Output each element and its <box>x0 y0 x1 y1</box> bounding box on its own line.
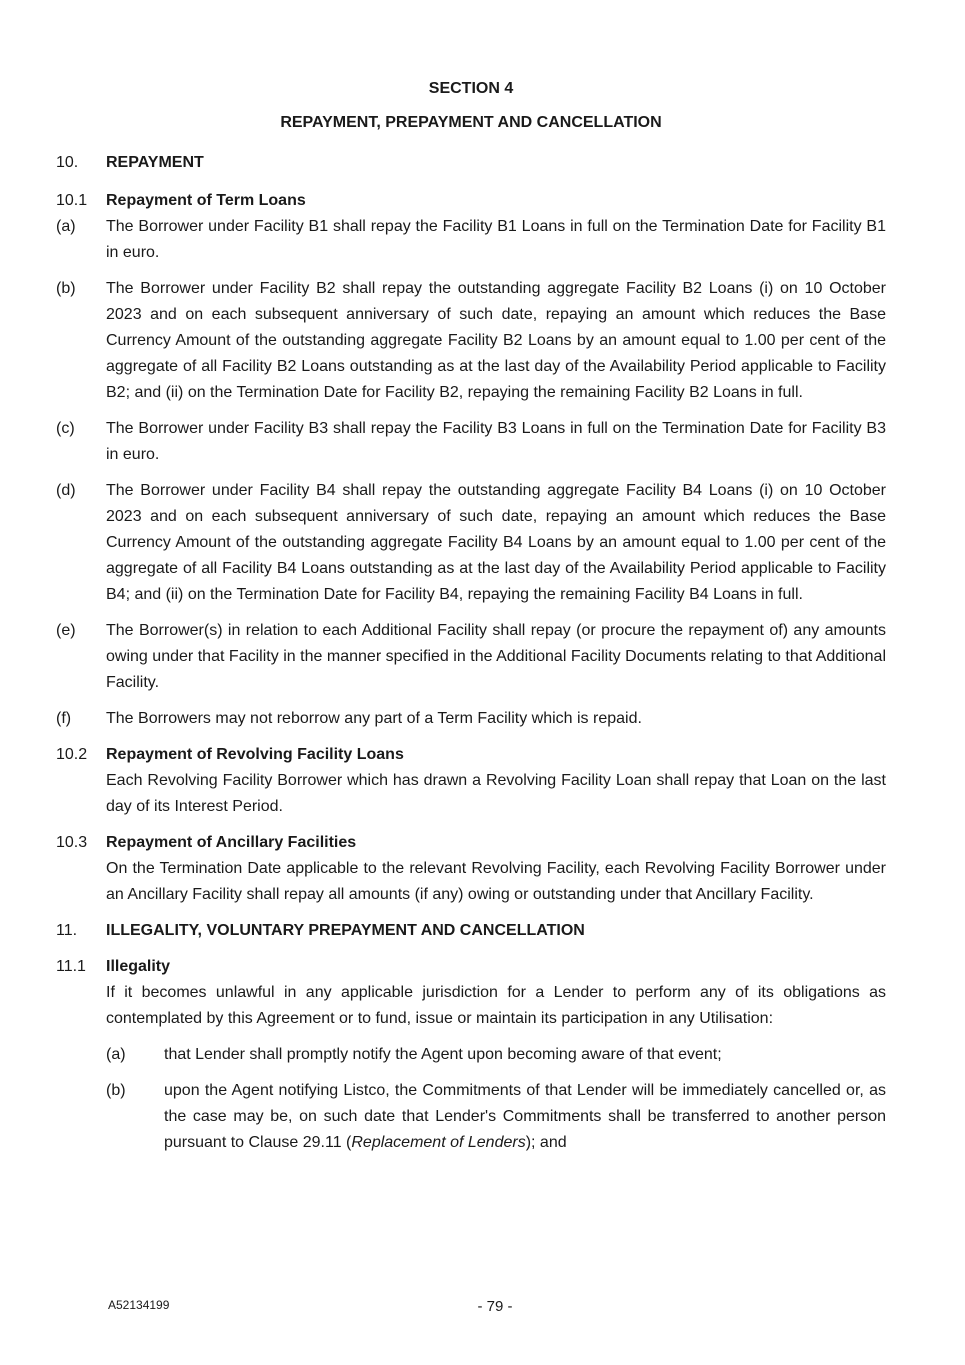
list-item <box>56 416 886 468</box>
item-text <box>164 1078 886 1156</box>
clause-title: Repayment of Revolving Facility Loans <box>106 746 404 763</box>
list-item <box>56 706 886 732</box>
section-title: REPAYMENT, PREPAYMENT AND CANCELLATION <box>280 114 662 131</box>
item-text-start: upon the Agent notifying Listco, the Commitments of that Lender will be immediately cancelled or, as the case may be, on such date that Lender's Commitments shall be transferred to another person pursuant to Clause 29.11 ( <box>164 1082 886 1151</box>
item-label: (b) <box>106 1082 126 1099</box>
clause-text: If it becomes unlawful in any applicable jurisdiction for a Lender to perform any of its obligations as contemplated by this Agreement or to fund, issue or maintain its participation in any Utilisation: <box>106 984 886 1027</box>
clause-10-2-heading <box>56 742 886 768</box>
list-item <box>56 276 886 406</box>
list-item <box>56 618 886 696</box>
item-label: (a) <box>106 1046 126 1063</box>
clause-title: Illegality <box>106 958 171 975</box>
item-text: The Borrowers may not reborrow any part of a Term Facility which is repaid. <box>106 710 642 727</box>
item-label: (f) <box>56 710 72 727</box>
item-label: (d) <box>56 482 76 499</box>
clause-title: REPAYMENT <box>106 154 204 171</box>
item-label: (a) <box>56 218 76 235</box>
list-item <box>106 1042 886 1068</box>
item-text: that Lender shall promptly notify the Agent upon becoming aware of that event; <box>164 1046 722 1063</box>
item-text: The Borrower under Facility B4 shall repay the outstanding aggregate Facility B4 Loans (i) on 10 October 2023 and on each subsequent anniversary of such date, repaying an amount which reduces the Base Currency Amount of the outstanding aggregate Facility B4 Loans by an amount equal to 1.00 per cent of the aggregate of all Facility B4 Loans outstanding as at the last day of the Availability Period applicable to Facility B4; and (ii) on the Termination Date for Facility B4, repaying the remaining Facility B4 Loans in full. <box>106 482 886 603</box>
item-text-end: ); and <box>525 1134 567 1151</box>
clause-10-heading <box>56 150 886 176</box>
clause-title: Repayment of Term Loans <box>106 192 306 209</box>
item-text: The Borrower under Facility B2 shall repay the outstanding aggregate Facility B2 Loans (i) on 10 October 2023 and on each subsequent anniversary of such date, repaying an amount which reduces the Base Currency Amount of the outstanding aggregate Facility B2 Loans by an amount equal to 1.00 per cent of the aggregate of all Facility B2 Loans outstanding as at the last day of the Availability Period applicable to Facility B2; and (ii) on the Termination Date for Facility B2, repaying the remaining Facility B2 Loans in full. <box>106 280 886 401</box>
clause-number: 11. <box>56 922 78 939</box>
clause-number: 10. <box>56 154 79 171</box>
list-item <box>106 1078 886 1156</box>
item-text: The Borrower under Facility B3 shall repay the Facility B3 Loans in full on the Termination Date for Facility B3 in euro. <box>106 420 886 463</box>
list-item <box>56 214 886 266</box>
item-text: The Borrower(s) in relation to each Additional Facility shall repay (or procure the repayment of) any amounts owing under that Facility in the manner specified in the Additional Facility Documents relating to that Additional Facility. <box>106 622 886 691</box>
clause-title: ILLEGALITY, VOLUNTARY PREPAYMENT AND CANCELLATION <box>106 922 585 939</box>
clause-text: On the Termination Date applicable to the relevant Revolving Facility, each Revolving Facility Borrower under an Ancillary Facility shall repay all amounts (if any) owing or outstanding under that Ancillary Facility. <box>106 860 886 903</box>
clause-number: 10.3 <box>56 834 88 851</box>
list-item <box>56 478 886 608</box>
item-label: (b) <box>56 280 76 297</box>
clause-text: Each Revolving Facility Borrower which has drawn a Revolving Facility Loan shall repay that Loan on the last day of its Interest Period. <box>106 772 886 815</box>
document-page <box>56 78 886 1166</box>
clause-number: 11.1 <box>56 958 86 975</box>
section-heading: SECTION 4 <box>428 80 514 97</box>
clause-11-1-heading <box>56 954 886 980</box>
item-text: The Borrower under Facility B1 shall repay the Facility B1 Loans in full on the Termination Date for Facility B1 in euro. <box>106 218 886 261</box>
document-id: A52134199 <box>108 1298 170 1312</box>
item-label: (e) <box>56 622 76 639</box>
clause-10-1-heading <box>56 188 886 214</box>
page-number: - 79 - <box>477 1298 513 1315</box>
clause-title: Repayment of Ancillary Facilities <box>106 834 357 851</box>
item-label: (c) <box>56 420 75 437</box>
clause-10-3-heading <box>56 830 886 856</box>
item-text-reference: Replacement of Lenders <box>351 1134 526 1151</box>
clause-11-heading <box>56 918 886 944</box>
clause-number: 10.1 <box>56 192 88 209</box>
clause-number: 10.2 <box>56 746 88 763</box>
